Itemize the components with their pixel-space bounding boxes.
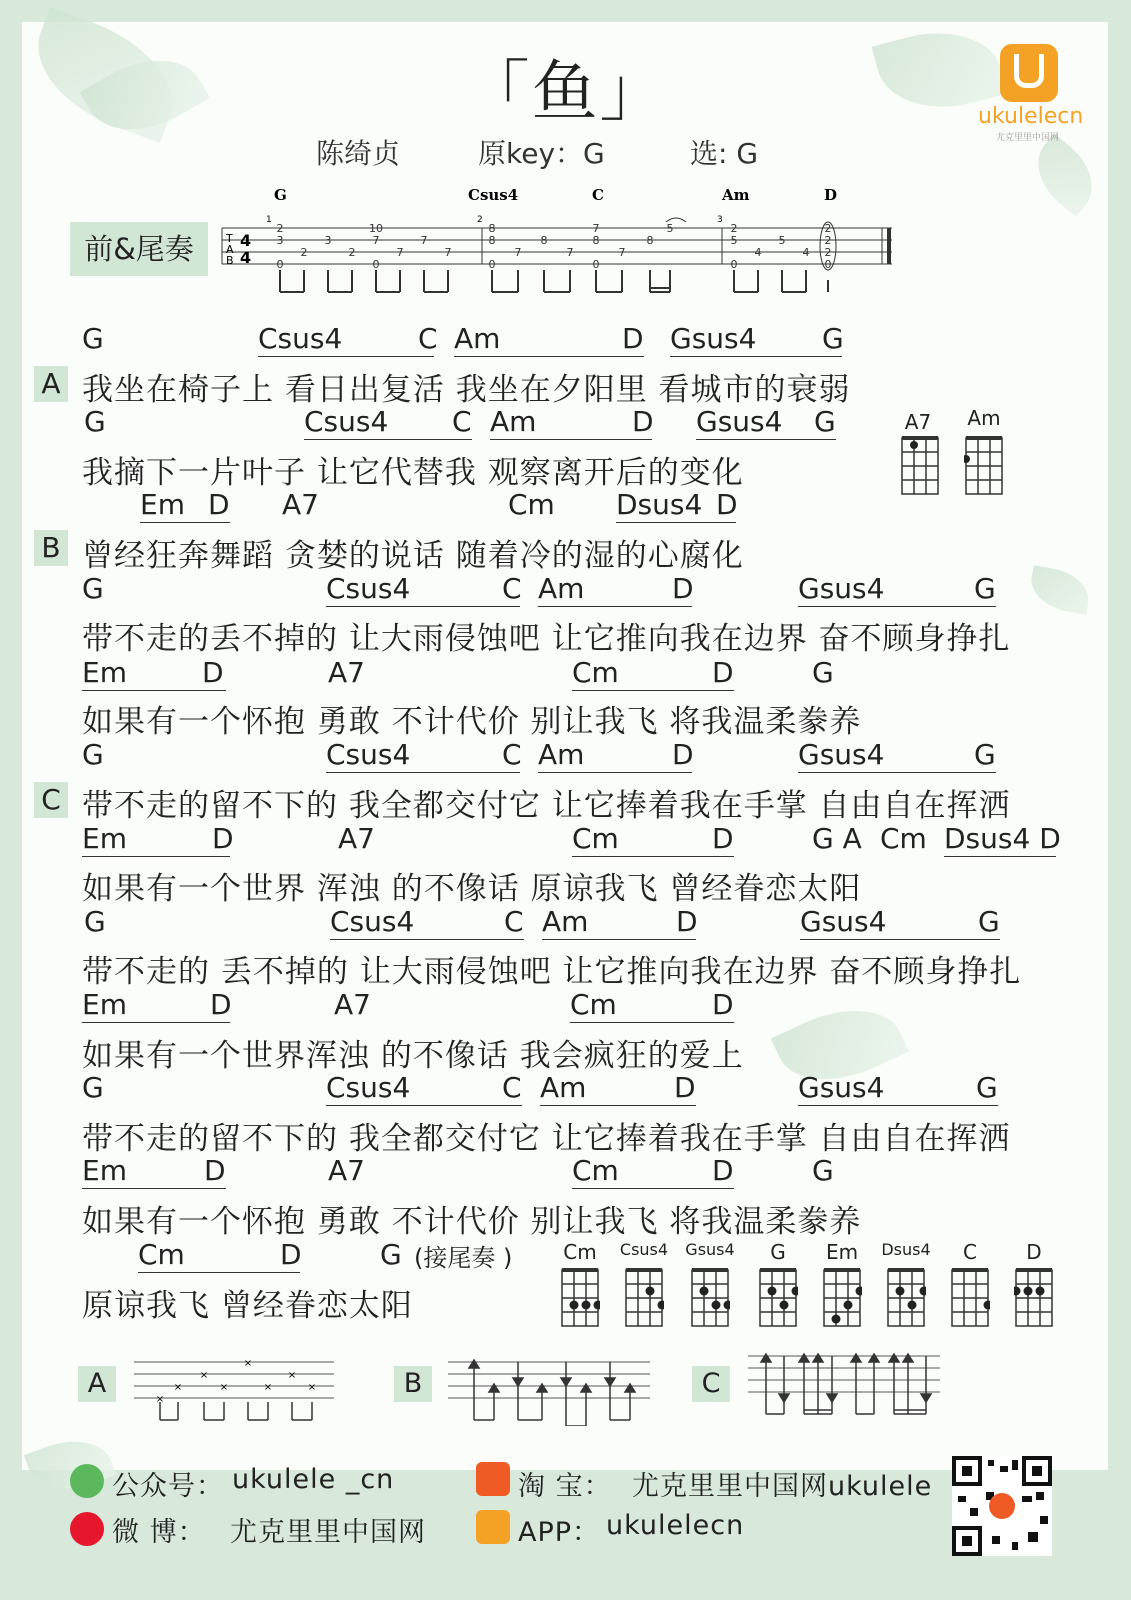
selected-key: 选: G	[690, 137, 759, 170]
svg-text:B: B	[226, 254, 234, 267]
chord-label: D	[280, 1238, 302, 1271]
chord-label: Cm	[508, 488, 555, 521]
lyric-line: 带不走的留不下的 我全都交付它 让它捧着我在手掌 自由自在挥洒	[82, 1121, 1011, 1157]
chord-diagram-g	[758, 1268, 798, 1330]
chord-label: C	[502, 1071, 522, 1104]
chord-label: Csus4	[326, 738, 411, 771]
chord-diagram-name: Am	[967, 406, 1001, 430]
svg-text:2: 2	[824, 222, 832, 235]
svg-text:10: 10	[369, 222, 383, 235]
chord-label: A7	[282, 488, 319, 521]
chord-underline	[798, 606, 996, 607]
chord-underline	[572, 1188, 734, 1189]
wechat-label: 公众号：	[112, 1471, 224, 1502]
chord-label: Em	[82, 822, 127, 855]
svg-text:8: 8	[488, 234, 496, 247]
svg-text:2: 2	[348, 246, 356, 259]
chord-label: Csus4	[330, 905, 415, 938]
lyric-line: 曾经狂奔舞蹈 贪婪的说话 随着冷的湿的心腐化	[82, 538, 744, 574]
chord-label: Em	[82, 1154, 127, 1187]
chord-label: D	[712, 656, 734, 689]
svg-text:2: 2	[824, 234, 832, 247]
chord-label: Gsus4	[670, 322, 757, 355]
tab-chord: C	[592, 186, 604, 204]
chord-diagram-name: Gsus4	[685, 1240, 735, 1259]
chord-diagram-a7	[900, 436, 940, 498]
chord-label: C	[452, 405, 472, 438]
chord-label: G	[814, 405, 836, 438]
chord-underline	[82, 856, 230, 857]
svg-text:5: 5	[778, 234, 786, 247]
svg-text:4: 4	[802, 246, 810, 259]
svg-text:8: 8	[540, 234, 548, 247]
chord-label: Em	[82, 988, 127, 1021]
chord-underline	[540, 1105, 696, 1106]
chord-diagram-name: D	[1026, 1240, 1042, 1264]
chord-label: D	[712, 1154, 734, 1187]
chord-diagram-name: Cm	[563, 1240, 597, 1264]
svg-text:7: 7	[514, 246, 522, 259]
chord-underline	[542, 939, 696, 940]
chord-label: D	[202, 656, 224, 689]
svg-text:5: 5	[730, 234, 738, 247]
ukulele-logo-icon	[1000, 44, 1058, 102]
chord-label: G	[976, 1071, 998, 1104]
chord-label: Cm	[880, 822, 927, 855]
svg-text:0: 0	[488, 258, 496, 271]
chord-label: C	[502, 738, 522, 771]
chord-underline	[944, 856, 1056, 857]
chord-label: (接尾奏 )	[414, 1244, 513, 1272]
chord-label: Em	[82, 656, 127, 689]
chord-label: Am	[538, 572, 585, 605]
measure-number: 3	[717, 215, 723, 225]
chord-label: Dsus4	[616, 488, 703, 521]
svg-text:0: 0	[276, 258, 284, 271]
chord-label: D	[672, 738, 694, 771]
weibo-label: 微 博：	[112, 1517, 206, 1548]
svg-text:T: T	[226, 232, 233, 245]
app-name: ukulelecn	[606, 1510, 745, 1541]
app-label: APP：	[518, 1517, 601, 1548]
svg-text:3: 3	[276, 234, 284, 247]
chord-diagram-cm	[560, 1268, 600, 1330]
chord-label: G	[82, 322, 104, 355]
intro-outro-label: 前&尾奏	[70, 222, 208, 276]
intro-tab	[220, 184, 910, 308]
chord-label: C	[418, 322, 438, 355]
chord-underline	[454, 356, 644, 357]
svg-text:A: A	[226, 243, 234, 256]
svg-text:8: 8	[592, 234, 600, 247]
svg-text:4: 4	[240, 231, 252, 250]
chord-label: G	[822, 322, 844, 355]
svg-text:0: 0	[824, 258, 832, 271]
chord-label: D	[210, 988, 232, 1021]
chord-diagram-name: G	[770, 1240, 786, 1264]
chord-label: Csus4	[304, 405, 389, 438]
chord-label: C	[502, 572, 522, 605]
chord-label: Gsus4	[800, 905, 887, 938]
chord-underline	[304, 439, 472, 440]
chord-label: D	[212, 822, 234, 855]
chord-label: Am	[542, 905, 589, 938]
chord-label: D	[716, 488, 738, 521]
taobao-label: 淘 宝：	[518, 1471, 612, 1502]
chord-label: Cm	[570, 988, 617, 1021]
svg-text:4: 4	[240, 248, 252, 267]
song-title: 「鱼」	[463, 53, 668, 130]
chord-underline	[800, 939, 1000, 940]
strum-pattern-b	[448, 1342, 654, 1426]
svg-text:2: 2	[824, 246, 832, 259]
svg-text:3: 3	[324, 234, 332, 247]
lyric-line: 如果有一个世界 浑浊 的不像话 原谅我飞 曾经眷恋太阳	[82, 871, 862, 907]
chord-label: Cm	[572, 656, 619, 689]
chord-label: G	[380, 1238, 402, 1271]
chord-diagram-name: Dsus4	[881, 1240, 931, 1259]
taobao-icon	[476, 1462, 510, 1496]
chord-diagram-dsus4	[886, 1268, 926, 1330]
chord-label: G	[82, 572, 104, 605]
chord-underline	[572, 856, 734, 857]
chord-label: C	[504, 905, 524, 938]
svg-text:0: 0	[730, 258, 738, 271]
chord-label: G	[974, 738, 996, 771]
chord-diagram-name: A7	[904, 410, 932, 434]
svg-text:7: 7	[444, 246, 452, 259]
artist: 陈绮贞	[316, 137, 401, 170]
svg-text:2: 2	[300, 246, 308, 259]
svg-text:8: 8	[488, 222, 496, 235]
lyric-line: 带不走的丢不掉的 让大雨侵蚀吧 让它推向我在边界 奋不顾身挣扎	[82, 621, 1011, 657]
svg-text:×: ×	[219, 1382, 229, 1393]
chord-label: A7	[328, 1154, 365, 1187]
chord-underline	[82, 1188, 226, 1189]
chord-underline	[538, 606, 692, 607]
chord-underline	[670, 356, 842, 357]
lyric-line: 如果有一个怀抱 勇敢 不计代价 别让我飞 将我温柔豢养	[82, 1204, 862, 1240]
chord-label: D	[622, 322, 644, 355]
section-marker: B	[34, 530, 68, 566]
chord-label: Cm	[138, 1238, 185, 1271]
chord-label: Csus4	[326, 572, 411, 605]
svg-text:×: ×	[173, 1382, 183, 1393]
svg-text:×: ×	[287, 1370, 297, 1381]
chord-label: G	[812, 656, 834, 689]
chord-label: Csus4	[258, 322, 343, 355]
chord-underline	[798, 1105, 998, 1106]
strum-pattern-a	[134, 1356, 338, 1426]
lyric-line: 如果有一个世界浑浊 的不像话 我会疯狂的爱上	[82, 1038, 744, 1074]
chord-diagram-name: C	[963, 1240, 977, 1264]
chord-label: Am	[490, 405, 537, 438]
chord-label: A7	[328, 656, 365, 689]
chord-diagram-d	[1014, 1268, 1054, 1330]
chord-label: D	[712, 822, 734, 855]
taobao-shop: 尤克里里中国网ukulele	[632, 1471, 933, 1502]
svg-text:0: 0	[372, 258, 380, 271]
chord-label: A7	[338, 822, 375, 855]
svg-text:5: 5	[666, 222, 674, 235]
svg-text:7: 7	[372, 234, 380, 247]
chord-label: G	[974, 572, 996, 605]
chord-underline	[140, 522, 230, 523]
original-key: 原key：G	[478, 137, 605, 170]
svg-text:7: 7	[566, 246, 574, 259]
chord-diagram-am	[964, 436, 1004, 498]
lyric-line: 原谅我飞 曾经眷恋太阳	[82, 1288, 413, 1324]
tab-staff	[220, 184, 910, 304]
strum-label-b: B	[394, 1366, 432, 1402]
chord-underline	[258, 356, 434, 357]
svg-text:×: ×	[155, 1394, 165, 1405]
svg-text:4: 4	[754, 246, 762, 259]
tab-chord: Am	[722, 186, 750, 204]
wechat-icon	[70, 1464, 104, 1498]
chord-label: Cm	[572, 822, 619, 855]
lyric-line: 带不走的 丢不掉的 让大雨侵蚀吧 让它推向我在边界 奋不顾身挣扎	[82, 954, 1022, 990]
chord-label: G	[978, 905, 1000, 938]
chord-underline	[570, 1022, 734, 1023]
chord-underline	[326, 1105, 522, 1106]
strum-label-c: C	[692, 1366, 730, 1402]
svg-text:2: 2	[730, 222, 738, 235]
lyric-line: 如果有一个怀抱 勇敢 不计代价 别让我飞 将我温柔豢养	[82, 704, 862, 740]
chord-underline	[490, 439, 652, 440]
logo-subtitle: 尤克里里中国网	[996, 133, 1060, 143]
chord-diagram-c	[950, 1268, 990, 1330]
chord-label: Gsus4	[696, 405, 783, 438]
chord-diagram-em	[822, 1268, 862, 1330]
strum-label-a: A	[78, 1366, 116, 1402]
chord-label: G	[84, 905, 106, 938]
lyric-line: 我坐在椅子上 看日出复活 我坐在夕阳里 看城市的衰弱	[82, 372, 851, 408]
tab-chord: D	[824, 186, 838, 204]
chord-label: Am	[540, 1071, 587, 1104]
svg-text:×: ×	[307, 1382, 317, 1393]
chord-label: D	[672, 572, 694, 605]
chord-diagram-csus4	[624, 1268, 664, 1330]
chord-underline	[330, 939, 524, 940]
chord-label: G	[84, 405, 106, 438]
chord-label: Gsus4	[798, 738, 885, 771]
section-marker: C	[34, 782, 68, 818]
chord-diagram-name: Csus4	[619, 1240, 669, 1259]
chord-label: D	[674, 1071, 696, 1104]
chord-underline	[616, 522, 736, 523]
chord-label: Dsus4 D	[944, 822, 1061, 855]
tab-chord: G	[274, 186, 287, 204]
section-marker: A	[34, 366, 68, 402]
chord-label: Am	[538, 738, 585, 771]
chord-underline	[326, 772, 520, 773]
lyric-line: 我摘下一片叶子 让它代替我 观察离开后的变化	[82, 455, 744, 491]
svg-text:×: ×	[243, 1358, 253, 1369]
chord-label: G	[812, 1154, 834, 1187]
chord-label: G A	[812, 822, 862, 855]
svg-text:8: 8	[646, 234, 654, 247]
svg-text:7: 7	[420, 234, 428, 247]
svg-text:0: 0	[592, 258, 600, 271]
chord-label: Csus4	[326, 1071, 411, 1104]
chord-underline	[798, 772, 996, 773]
chord-label: D	[632, 405, 654, 438]
chord-label: Am	[454, 322, 501, 355]
chord-underline	[696, 439, 836, 440]
logo-text: ukulelecn	[978, 104, 1084, 129]
chord-underline	[326, 606, 520, 607]
app-icon	[476, 1510, 510, 1544]
svg-text:×: ×	[263, 1382, 273, 1393]
strum-pattern-c	[748, 1336, 944, 1420]
chord-underline	[538, 772, 692, 773]
chord-label: Gsus4	[798, 572, 885, 605]
chord-label: Em	[140, 488, 185, 521]
chord-label: D	[712, 988, 734, 1021]
chord-label: G	[82, 1071, 104, 1104]
chord-label: D	[208, 488, 230, 521]
svg-text:7: 7	[396, 246, 404, 259]
lyric-line: 带不走的留不下的 我全都交付它 让它捧着我在手掌 自由自在挥洒	[82, 788, 1011, 824]
chord-underline	[82, 1022, 230, 1023]
chord-underline	[572, 690, 734, 691]
chord-label: Gsus4	[798, 1071, 885, 1104]
measure-number: 2	[477, 215, 483, 225]
qr-code	[952, 1456, 1052, 1556]
chord-label: G	[82, 738, 104, 771]
weibo-icon	[70, 1512, 104, 1546]
measure-number: 1	[266, 215, 272, 225]
svg-text:2: 2	[276, 222, 284, 235]
tab-chord: Csus4	[468, 186, 519, 204]
chord-label: D	[204, 1154, 226, 1187]
chord-underline	[138, 1272, 300, 1273]
chord-underline	[82, 690, 226, 691]
svg-text:×: ×	[199, 1370, 209, 1381]
chord-diagram-gsus4	[690, 1268, 730, 1330]
svg-text:7: 7	[618, 246, 626, 259]
chord-label: A7	[334, 988, 371, 1021]
chord-diagram-name: Em	[825, 1240, 859, 1264]
wechat-account: ukulele _cn	[232, 1464, 395, 1495]
svg-text:7: 7	[592, 222, 600, 235]
chord-label: D	[676, 905, 698, 938]
weibo-account: 尤克里里中国网	[230, 1517, 426, 1548]
chord-label: Cm	[572, 1154, 619, 1187]
